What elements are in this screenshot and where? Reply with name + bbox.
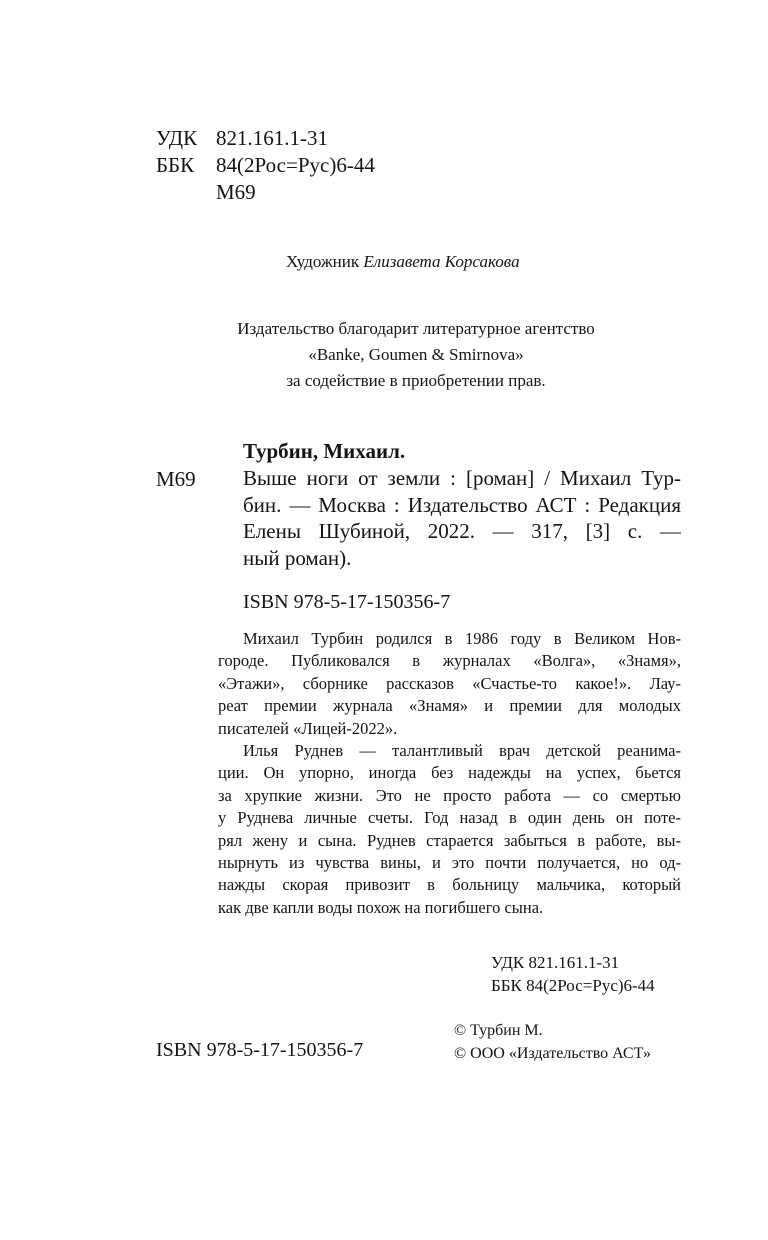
record-isbn: ISBN 978-5-17-150356-7 [243, 591, 451, 613]
udk-label: УДК [156, 126, 198, 150]
annotation-line: рял жену и сына. Руднев старается забыться в работе, вы- [218, 830, 681, 850]
bbk-row [156, 152, 375, 179]
annotation-line: писателей «Лицей-2022». [218, 718, 398, 738]
author-mark-row [156, 179, 375, 206]
udk-value: 821.161.1-31 [216, 126, 328, 150]
acknowledgement-line: «Banke, Goumen & Smirnova» [308, 345, 524, 364]
annotation-line: ции. Он упорно, иногда без надежды на успех, бьется [218, 763, 681, 783]
udk-row [156, 125, 375, 152]
record-author: Турбин, Михаил. [243, 439, 406, 463]
annotation-line: «Этажи», сборнике рассказов «Счастье-то какое!». Лау- [218, 673, 681, 693]
author-mark: М69 [216, 180, 256, 204]
illustrator-label: Художник [286, 252, 360, 271]
annotation [218, 628, 681, 919]
bbk-value: 84(2Рос=Рус)6-44 [216, 153, 375, 177]
annotation-line: у Руднева личные счеты. Год назад в один день он поте- [218, 808, 681, 828]
copyright-author: © Турбин М. [454, 1022, 543, 1039]
illustrator-credit [286, 252, 520, 272]
bottom-isbn: ISBN 978-5-17-150356-7 [156, 1039, 364, 1061]
annotation-line: за хрупкие жизни. Это не просто работа — со смертью [218, 785, 681, 805]
acknowledgement [150, 316, 682, 394]
annotation-line: как две капли воды похож на погибшего сына. [218, 897, 544, 917]
record-line: бин. — Москва : Издательство АСТ : Редакция [243, 492, 681, 517]
bottom-udk: УДК 821.161.1-31 [491, 953, 620, 972]
classification-codes [156, 125, 375, 206]
record-line: Елены Шубиной, 2022. — 317, [3] с. — [243, 519, 681, 543]
annotation-line: Михаил Турбин родился в 1986 году в Великом Нов- [243, 629, 681, 648]
record-description [243, 465, 681, 571]
annotation-line: Илья Руднев — талантливый врач детской реанима- [243, 740, 681, 760]
acknowledgement-line: за содействие в приобретении прав. [286, 371, 546, 390]
annotation-line: нырнуть из чувства вины, и это почти получается, но од- [218, 852, 681, 872]
annotation-line: городе. Публиковался в журналах «Волга», «Знамя», [218, 651, 681, 671]
copyright-block [454, 1019, 651, 1065]
bbk-label: ББК [156, 153, 195, 177]
illustrator-name: Елизавета Корсакова [363, 252, 520, 271]
record-mark: М69 [156, 467, 196, 491]
copyright-publisher: © ООО «Издательство АСТ» [454, 1045, 651, 1062]
record-line: Выше ноги от земли : [роман] / Михаил Тур- [243, 466, 681, 490]
annotation-line: нажды скорая привозит в больницу мальчика, который [218, 875, 681, 895]
acknowledgement-line: Издательство благодарит литературное агентство [237, 319, 595, 338]
bottom-codes [491, 951, 655, 997]
annotation-line: реат премии журнала «Знамя» и премии для молодых [218, 696, 681, 716]
bottom-bbk: ББК 84(2Рос=Рус)6-44 [491, 976, 655, 995]
record-line: ный роман). [243, 545, 352, 570]
